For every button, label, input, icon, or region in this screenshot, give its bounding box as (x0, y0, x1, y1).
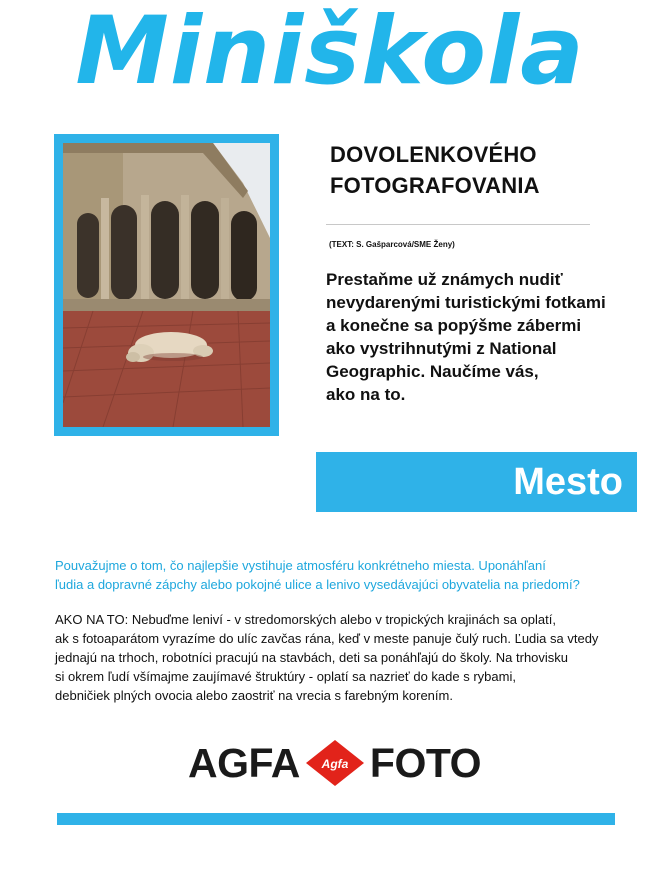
section-body (55, 610, 655, 705)
lead-line: Prestaňme už známych nudiť (326, 270, 563, 289)
article-title-line-1: DOVOLENKOVÉHO (330, 142, 537, 167)
article-lead (326, 268, 656, 406)
agfa-rhombus-icon (304, 738, 366, 788)
body-line: jednajú na trhoch, robotníci pracujú na stavbách, deti sa ponáhľajú do školy. Na trhovisku (55, 650, 569, 665)
lead-line: nevydarenými turistickými fotkami (326, 293, 606, 312)
lead-line: a konečne sa popýšme zábermi (326, 316, 582, 335)
article-photo-frame (54, 134, 279, 436)
lead-line: Geographic. Naučíme vás, (326, 362, 539, 381)
title-divider (326, 224, 590, 225)
article-title-line-2: FOTOGRAFOVANIA (330, 173, 540, 198)
body-line: ak s fotoaparátom vyrazíme do ulíc zavčas rána, keď v meste panuje čulý ruch. Ľudia sa vtedy (55, 631, 599, 646)
section-title: Mesto (513, 461, 623, 503)
intro-line: Pouvažujme o tom, čo najlepšie vystihuje atmosféru konkrétneho miesta. Uponáhľaní (55, 558, 546, 573)
footer-bar (57, 813, 615, 825)
body-line: debničiek plných ovocia alebo zaostriť na vrecia s farebným korením. (55, 688, 453, 703)
logo-mark-text: Agfa (321, 757, 349, 771)
lead-line: ako na to. (326, 385, 406, 404)
lead-line: ako vystrihnutými z National (326, 339, 557, 358)
section-intro (55, 556, 645, 594)
logo-word-agfa: AGFA (188, 740, 300, 786)
logo-word-foto: FOTO (369, 740, 482, 786)
article-title (330, 139, 620, 201)
agfa-foto-logo (188, 733, 488, 793)
article-photo (63, 143, 270, 427)
intro-line: ľudia a dopravné zápchy alebo pokojné ulice a lenivo vysedávajúci obyvatelia na priedomí? (55, 577, 580, 592)
masthead-title: Miniškola (75, 0, 585, 106)
section-banner (316, 452, 637, 512)
body-line: AKO NA TO: Nebuďme leniví - v stredomorských alebo v tropických krajinách sa oplatí, (55, 612, 556, 627)
body-line: si okrem ľudí všímajme zaujímavé štruktúry - oplatí sa nazrieť do kade s rybami, (55, 669, 516, 684)
article-byline: (TEXT: S. Gašparcová/SME Ženy) (329, 240, 455, 249)
